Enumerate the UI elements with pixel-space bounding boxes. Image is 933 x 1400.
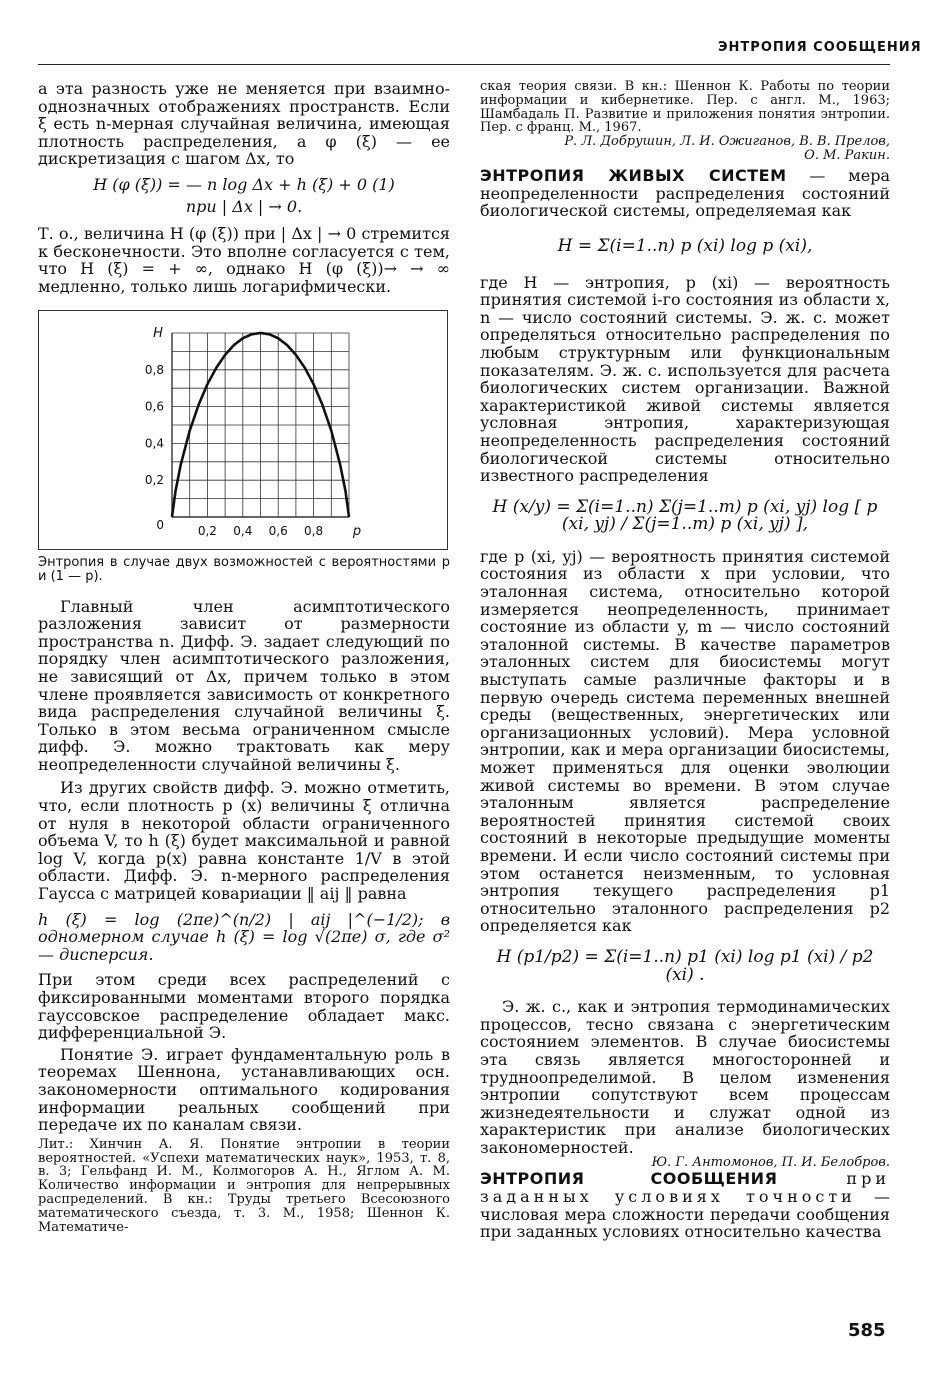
left-literature: Лит.: Хинчин А. Я. Понятие энтропии в теории вероятностей. «Успехи математических наук», 1953, т. 8, в. 3; Гельфанд И. М., Колмогоров А. Н., Яглом А. М. Количество информации и энтропия для непрерывных распределений. В кн.: Труды третьего Всесоюзного математического съезда, т. 3. М., 1958; Шеннон К. Математиче- xyxy=(38,1136,450,1235)
right-paragraph-2: где H — энтропия, p (xi) — вероятность принятия системой i-го состояния из области x, n — число состояний системы. Э. ж. с. может определяться относительно распределения по любым структурным или функциональным показателям. Э. ж. с. используется для расчета биологических систем организации. Важной характеристикой живой системы является условная энтропия, характеризующая неопределенность распределения состояний биологической системы относительно известного распределения xyxy=(480,272,890,486)
right-formula-3: H (p1/p2) = Σ(i=1..n) p1 (xi) log p1 (xi) / p2 (xi) . xyxy=(496,946,874,985)
entry-heading-living-systems: ЭНТРОПИЯ ЖИВЫХ СИСТЕМ xyxy=(480,166,787,186)
page-number: 585 xyxy=(848,1320,886,1341)
left-paragraph-5: При этом среди всех распределений с фиксированными моментами второго порядка гауссовское распределение обладает макс. дифференциальной Э. xyxy=(38,970,450,1043)
signature-2: Ю. Г. Антомонов, П. И. Белобров. xyxy=(651,1155,890,1171)
signature-1-line-2: О. М. Ракин. xyxy=(804,148,890,164)
y-tick-label: 0,6 xyxy=(144,399,164,414)
right-literature-continued: ская теория связи. В кн.: Шеннон К. Работы по теории информации и кибернетике. Пер. с англ. М., 1963; Шамбадаль П. Развитие и приложения понятия энтропии. Пер. с франц. М., 1967. xyxy=(480,79,890,136)
left-paragraph-6: Понятие Э. играет фундаментальную роль в теоремах Шеннона, устанавливающих осн. закономерности оптимального кодирования информации реальных сообщений при передаче их по каналам связи. xyxy=(38,1044,450,1135)
left-column xyxy=(38,80,450,1234)
entropy-chart xyxy=(39,311,447,549)
y-tick-label: 0,2 xyxy=(144,472,164,487)
y-tick-label: 0,8 xyxy=(144,362,164,377)
y-tick-label: 0 xyxy=(156,517,164,532)
right-column xyxy=(480,80,890,1241)
x-tick-label: 0,8 xyxy=(304,523,324,538)
left-paragraph-1: а эта разность уже не меняется при взаимно-однозначных отображениях пространств. Если ξ есть n-мерная случайная величина, имеющая плотность распределения, а φ (ξ) — ее дискретизация с шагом Δx, то xyxy=(38,79,450,169)
x-axis-label: p xyxy=(352,523,362,539)
entry-living-systems-text: — мера неопределенности распределения состояний биологической системы, определяемая как xyxy=(480,166,890,221)
header-rule xyxy=(38,64,890,65)
y-axis-label: H xyxy=(153,325,163,341)
right-paragraph-3: где p (xi, yj) — вероятность принятия системой состояния из области x при условии, что эталонная система, относительно которой измеряется неопределенность, принимает состояние из области y, m — число состояний эталонной системы. В качестве параметров эталонных систем для биосистемы могут выступать самые различные факторы и в первую очередь система переменных внешней среды (вещественных, энергетических или организационных условий). Мера условной энтропии, как и мера организации биосистемы, может применяться для оценки эволюции живой системы во времени. В этом случае эталонным является распределение вероятностей принятия системой своих состояний в некоторые предыдущие моменты времени. И если число состояний системы при этом останется неизменным, то условная энтропия текущего распределения p1 относительно эталонного распределения p2 определяется как xyxy=(480,546,890,936)
y-tick-label: 0,4 xyxy=(144,435,164,450)
entry-message-entropy-text: — числовая мера сложности передачи сообщения при заданных условиях относительно качества xyxy=(480,1187,890,1242)
left-formula-1-condition: при | Δx | → 0. xyxy=(185,196,303,216)
x-tick-label: 0,2 xyxy=(197,523,217,538)
left-formula-1: H (φ (ξ)) = — n log Δx + h (ξ) + 0 (1) xyxy=(93,174,395,194)
left-formula-2: h (ξ) = log (2πe)^(n/2) | aij |^(−1/2); в одномерном случае h (ξ) = log √(2πe) σ, где σ² — дисперсия. xyxy=(38,909,450,964)
entry-living-systems xyxy=(480,167,890,220)
figure-caption: Энтропия в случае двух возможностей с вероятностями p и (1 — p). xyxy=(38,554,450,584)
left-paragraph-4: Из других свойств дифф. Э. можно отметить, что, если плотность p (x) величины ξ отлична от нуля в некоторой области ограниченного объема V, то h (ξ) будет максимальной и равной log V, когда p(x) равна константе 1/V в этой области. Дифф. Э. n-мерного распределения Гаусса с матрицей ковариации ‖ aij ‖ равна xyxy=(38,778,450,904)
right-formula-1: H = Σ(i=1..n) p (xi) log p (xi), xyxy=(557,235,813,256)
entropy-figure xyxy=(38,310,448,550)
right-formula-2: H (x/y) = Σ(i=1..n) Σ(j=1..m) p (xi, yj) log [ p (xi, yj) / Σ(j=1..m) p (xi, yj) ], xyxy=(492,496,878,535)
entry-message-entropy-spaced: при заданных условиях точности xyxy=(480,1169,890,1207)
entry-message-entropy xyxy=(480,1170,890,1240)
signature-1 xyxy=(480,135,890,163)
running-head: ЭНТРОПИЯ СООБЩЕНИЯ xyxy=(718,40,922,55)
signature-1-line-1: Р. Л. Добрушин, Л. И. Ожиганов, В. В. Прелов, xyxy=(564,134,890,150)
left-paragraph-3: Главный член асимптотического разложения зависит от размерности пространства n. Дифф. Э. задает следующий по порядку член асимптотического разложения, не зависящий от Δx, причем только в этом члене проявляется зависимость от конкретного вида распределения случайной величины ξ. Только в этом весьма ограниченном смысле дифф. Э. можно трактовать как меру неопределенности случайной величины ξ. xyxy=(38,596,450,774)
left-paragraph-2: Т. о., величина H (φ (ξ)) при | Δx | → 0 стремится к бесконечности. Это вполне согласуется с тем, что H (ξ) = + ∞, однако H (φ (ξ))→ → ∞ медленно, только лишь логарифмически. xyxy=(38,224,450,296)
x-tick-label: 0,6 xyxy=(268,523,288,538)
x-tick-label: 0,4 xyxy=(233,523,253,538)
right-paragraph-4: Э. ж. с., как и энтропия термодинамических процессов, тесно связана с энергетическим состоянием элементов. В случае биосистемы эта связь является многосторонней и трудноопределимой. В целом изменения энтропии сопутствуют всем процессам жизнедеятельности и служат одной из характеристик при анализе биологических закономерностей. xyxy=(480,997,890,1157)
entry-heading-message-entropy: ЭНТРОПИЯ СООБЩЕНИЯ xyxy=(480,1169,778,1189)
